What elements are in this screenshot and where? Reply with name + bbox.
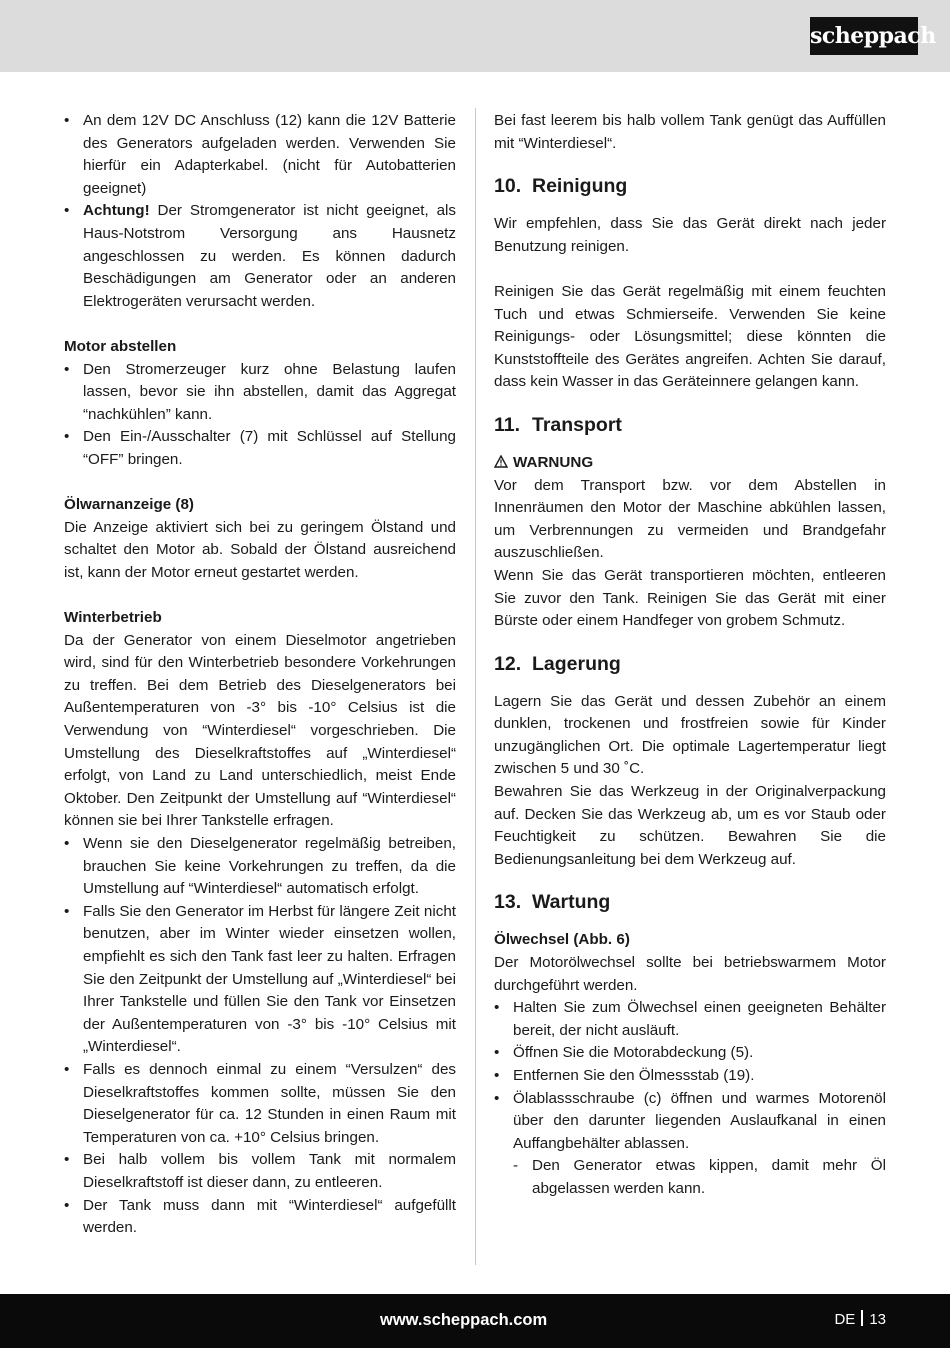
bullet-icon: • xyxy=(64,835,70,852)
list-item: • Der Tank muss dann mit “Winterdiesel“ aufgefüllt werden. xyxy=(64,1196,456,1237)
oil-change-list xyxy=(494,997,886,1200)
left-column xyxy=(64,110,456,1240)
winter-list xyxy=(64,833,456,1240)
achtung-text: Der Stromgenerator ist nicht geeignet, als Haus-Notstrom Versorgung ans Hausnetz angeschlossen zu werden. Es können dadurch Beschädigungen am Generator oder an anderen Elektrogeräten verursacht werden. xyxy=(83,202,456,310)
list-item: • Falls Sie den Generator im Herbst für längere Zeit nicht benutzen, aber im Winter wieder einsetzen wollen, empfiehlt es sich den Tank fast leer zu halten. Erfragen Sie den Zeitpunkt der Umstellung auf „Winterdiesel“ bei Ihrer Tankstelle und füllen Sie den Tank vor Einsetzen der Außentemperaturen von -3° bis -10° Celsius mit „Winterdiesel“. xyxy=(64,902,456,1056)
list-item: • Öffnen Sie die Motorabdeckung (5). xyxy=(494,1042,886,1065)
bullet-icon: • xyxy=(64,112,70,129)
list-item: • An dem 12V DC Anschluss (12) kann die 12V Batterie des Generators aufgeladen werden. Verwenden Sie hierfür ein Adapterkabel. (nicht für Autobatterien geeignet) xyxy=(64,112,456,197)
page-number: 13 xyxy=(869,1311,886,1328)
section-heading-lagerung: 12. Lagerung xyxy=(494,652,621,675)
bullet-icon: • xyxy=(494,1044,500,1062)
bullet-icon: • xyxy=(64,202,70,220)
dash-icon: - xyxy=(513,1157,519,1175)
list-item: • Bei halb vollem bis vollem Tank mit normalem Dieselkraftstoff ist dieser dann, zu entleeren. xyxy=(64,1151,456,1191)
page-footer xyxy=(0,1294,950,1348)
lagerung-paragraph-2: Bewahren Sie das Werkzeug in der Originalverpackung auf. Decken Sie das Werkzeug ab, um es vor Staub oder Feuchtigkeit zu schützen. Bewahren Sie die Bedienungsanleitung bei dem Werkzeug auf. xyxy=(494,783,886,868)
reinigung-paragraph-2: Reinigen Sie das Gerät regelmäßig mit einem feuchten Tuch und etwas Schmierseife. Verwenden Sie keine Reinigungs- oder Lösungsmittel; diese könnten die Kunststoffteile des Gerätes angreifen. Achten Sie darauf, dass kein Wasser in das Geräteinnere gelangen kann. xyxy=(494,282,886,391)
achtung-label: Achtung! xyxy=(83,202,150,220)
section-heading-transport: 11. Transport xyxy=(494,413,622,436)
oil-warning-heading: Ölwarnanzeige (8) xyxy=(64,496,194,514)
warning-heading: WARNUNG xyxy=(494,452,886,475)
scheppach-logo: scheppach xyxy=(810,17,918,55)
list-item-achtung xyxy=(64,200,456,313)
footer-url: www.scheppach.com xyxy=(380,1311,548,1329)
list-item: • Wenn sie den Dieselgenerator regelmäßig betreiben, brauchen Sie keine Vorkehrungen zu treffen, da die Umstellung auf “Winterdiesel“ automatisch erfolgt. xyxy=(64,835,456,898)
reinigung-paragraph-1: Wir empfehlen, dass Sie das Gerät direkt nach jeder Benutzung reinigen. xyxy=(494,215,886,255)
bullet-icon: • xyxy=(64,902,70,920)
oil-change-heading: Ölwechsel (Abb. 6) xyxy=(494,931,630,949)
warning-triangle-icon xyxy=(494,452,508,475)
bullet-icon: • xyxy=(64,428,70,446)
list-item: • Halten Sie zum Ölwechsel einen geeigneten Behälter bereit, der nicht ausläuft. xyxy=(494,999,886,1039)
section-heading-reinigung: 10. Reinigung xyxy=(494,175,628,198)
winter-heading: Winterbetrieb xyxy=(64,609,162,627)
list-item: • Entfernen Sie den Ölmessstab (19). xyxy=(494,1065,886,1088)
transport-paragraph-2: Wenn Sie das Gerät transportieren möchten, entleeren Sie zuvor den Tank. Reinigen Sie das Gerät mit einer Bürste oder einem Handfeger von grobem Schmutz. xyxy=(494,566,886,630)
lagerung-paragraph-1: Lagern Sie das Gerät und dessen Zubehör an einem dunklen, trockenen und frostfreien sowie für Kinder unzugänglichen Ort. Die optimale Lagertemperatur liegt zwischen 5 und 30 ˚C. xyxy=(494,692,886,778)
bullet-icon: • xyxy=(494,1067,500,1084)
winter-text: Da der Generator von einem Dieselmotor angetrieben wird, sind für den Winterbetrieb besondere Vorkehrungen zu treffen. Bei dem Betrieb des Dieselgenerators bei Außentemperaturen von -3° bis -10° Celsius ist die Verwendung von “Winterdiesel“ vorgeschrieben. Die Umstellung des Dieselkraftstoffes auf „Winterdiesel“ erfolgt, von Land zu Land unterschiedlich, meist Ende Oktober. Den Zeitpunkt der Umstellung auf “Winterdiesel“ können sie bei Ihrer Tankstelle erfragen. xyxy=(64,631,456,830)
oil-change-text: Der Motorölwechsel sollte bei betriebswarmem Motor durchgeführt werden. xyxy=(494,954,886,994)
bullet-icon: • xyxy=(64,1196,70,1214)
page-header xyxy=(0,0,950,72)
intro-list xyxy=(64,110,456,313)
list-item: • Den Ein-/Ausschalter (7) mit Schlüssel auf Stellung “OFF” bringen. xyxy=(64,428,456,468)
motor-heading: Motor abstellen xyxy=(64,337,177,355)
oil-warning-text: Die Anzeige aktiviert sich bei zu geringem Ölstand und schaltet den Motor ab. Sobald der Ölstand ausreichend ist, kann der Motor erneut gestartet werden. xyxy=(64,518,456,581)
language-code: DE xyxy=(834,1311,856,1328)
warning-text: Vor dem Transport bzw. vor dem Abstellen in Innenräumen den Motor der Maschine abkühlen lassen, um Verbrennungen zu vermeiden und Brandgefahr auszuschließen. xyxy=(494,476,886,562)
bullet-icon: • xyxy=(64,1060,70,1078)
list-item: • Falls es dennoch einmal zu einem “Versulzen“ des Dieselkraftstoffes kommen sollte, müssen Sie den Dieselgenerator für ca. 12 Stunden in einen Raum mit Temperaturen von ca. +10° Celsius bringen. xyxy=(64,1060,456,1146)
winter-intro-text: Bei fast leerem bis halb vollem Tank genügt das Auffüllen mit “Winterdiesel“. xyxy=(494,112,886,152)
separator-bar xyxy=(861,1310,863,1326)
column-divider xyxy=(475,108,476,1265)
sub-list-item: - Den Generator etwas kippen, damit mehr Öl abgelassen werden kann. xyxy=(513,1157,886,1197)
bullet-icon: • xyxy=(494,999,500,1017)
oil-change-sublist xyxy=(513,1155,886,1200)
page-indicator xyxy=(834,1309,886,1331)
list-item: • Den Stromerzeuger kurz ohne Belastung laufen lassen, bevor sie ihn abstellen, damit das Aggregat “nachkühlen” kann. xyxy=(64,360,456,423)
right-column xyxy=(494,110,886,1201)
list-item: • Ölablassschraube (c) öffnen und warmes Motorenöl über den darunter liegenden Auslaufkanal in einen Auffangbehälter ablassen. - Den Generator etwas kippen, damit mehr Öl abgelassen werden kann. xyxy=(494,1088,886,1201)
bullet-icon: • xyxy=(64,1151,70,1169)
section-heading-wartung: 13. Wartung xyxy=(494,891,611,914)
bullet-icon: • xyxy=(494,1089,500,1107)
motor-list xyxy=(64,359,456,472)
bullet-icon: • xyxy=(64,360,70,378)
